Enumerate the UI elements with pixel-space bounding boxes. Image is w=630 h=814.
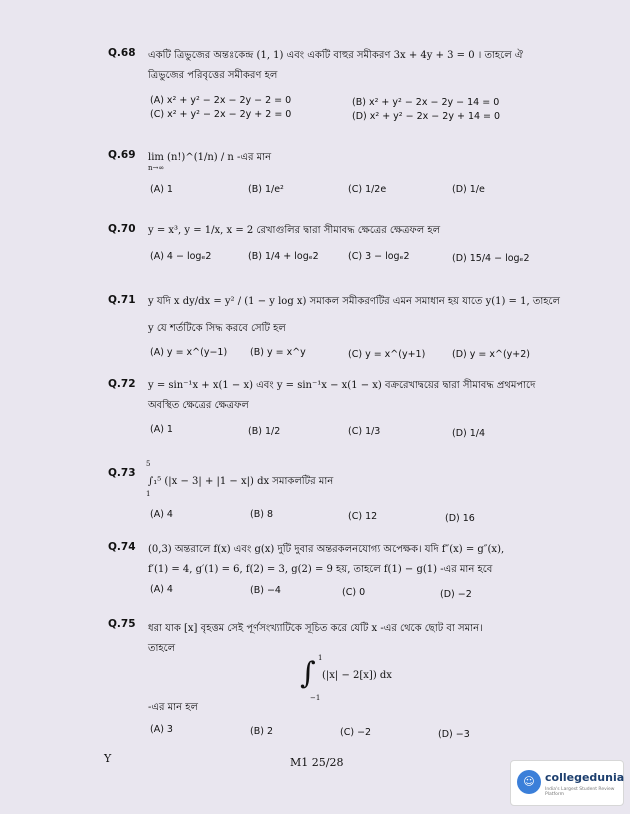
logo-tagline: India's Largest Student Review Platform	[545, 787, 615, 797]
question-text: (0,3) অন্তরালে f(x) এবং g(x) দুটি দুবার অন্তরকলনযোগ্য অপেক্ষক। যদি f″(x) = g″(x),	[148, 544, 505, 555]
footer-left-mark: Y	[104, 752, 112, 765]
option-c: (C) −2	[340, 727, 372, 738]
option-d: (D) 1/e	[452, 184, 485, 195]
option-d: (D) −3	[438, 729, 470, 740]
question-text: y = sin⁻¹x + x(1 − x) এবং y = sin⁻¹x − x(1 − x) বক্ররেখাদ্বয়ের দ্বারা সীমাবদ্ধ প্রথমপাদে	[148, 380, 536, 391]
option-a: (A) 3	[150, 724, 173, 735]
question-text: ∫₁⁵ (|x − 3| + |1 − x|) dx সমাকলটির মান	[148, 476, 334, 487]
question-text: y = x³, y = 1/x, x = 2 রেখাগুলির দ্বারা সীমাবদ্ধ ক্ষেত্রের ক্ষেত্রফল হল	[148, 225, 441, 236]
option-a: (A) 1	[150, 424, 173, 435]
question-number: Q.75	[108, 618, 136, 630]
option-a: (A) y = x^(y−1)	[150, 347, 228, 358]
option-d: (D) y = x^(y+2)	[452, 349, 530, 360]
question-text: ধরা যাক [x] বৃহত্তম সেই পূর্ণসংখ্যাটিকে সূচিত করে যেটি x -এর থেকে ছোট বা সমান।	[148, 623, 483, 634]
question-number: Q.72	[108, 378, 136, 390]
page-number: M1 25/28	[290, 756, 344, 769]
question-text: -এর মান হল	[148, 702, 198, 713]
option-d: (D) 15/4 − logₑ2	[452, 253, 530, 264]
question-text: ত্রিভুজের পরিবৃত্তের সমীকরণ হল	[148, 70, 278, 81]
option-c: (C) 3 − logₑ2	[348, 251, 410, 262]
question-text: y যে শর্তটিকে সিদ্ধ করবে সেটি হল	[148, 323, 286, 334]
question-number: Q.70	[108, 223, 136, 235]
option-a: (A) 4 − logₑ2	[150, 251, 212, 262]
option-b: (B) y = x^y	[250, 347, 306, 358]
option-b: (B) 8	[250, 509, 273, 520]
logo-icon: ☺	[517, 770, 541, 794]
option-c: (C) 1/2e	[348, 184, 387, 195]
option-a: (A) x² + y² − 2x − 2y − 2 = 0	[150, 95, 292, 106]
question-number: Q.68	[108, 47, 136, 59]
option-c: (C) y = x^(y+1)	[348, 349, 426, 360]
option-c: (C) 12	[348, 511, 378, 522]
option-d: (D) x² + y² − 2x − 2y + 14 = 0	[352, 111, 501, 122]
option-b: (B) x² + y² − 2x − 2y − 14 = 0	[352, 97, 500, 108]
option-b: (B) −4	[250, 585, 281, 596]
option-c: (C) x² + y² − 2x − 2y + 2 = 0	[150, 109, 292, 120]
question-text: lim (n!)^(1/n) / n -এর মান	[148, 152, 272, 163]
option-b: (B) 1/e²	[248, 184, 284, 195]
question-text: অবস্থিত ক্ষেত্রের ক্ষেত্রফল	[148, 400, 249, 411]
integral-upper-limit: 5	[146, 460, 151, 468]
question-text: f′(1) = 4, g′(1) = 6, f(2) = 3, g(2) = 9 হয়, তাহলে f(1) − g(1) -এর মান হবে	[148, 564, 493, 575]
option-b: (B) 1/2	[248, 426, 281, 437]
option-a: (A) 1	[150, 184, 173, 195]
question-text: y যদি x dy/dx = y² / (1 − y log x) সমাকল সমীকরণটির এমন সমাধান হয় যাতে y(1) = 1, তাহলে	[148, 296, 560, 307]
integral-expression: (|x| − 2[x]) dx	[322, 670, 392, 681]
option-b: (B) 1/4 + logₑ2	[248, 251, 319, 262]
integral-sign: ∫	[300, 656, 316, 691]
option-c: (C) 0	[342, 587, 366, 598]
option-d: (D) 1/4	[452, 428, 486, 439]
option-c: (C) 1/3	[348, 426, 381, 437]
integral-lower-limit: 1	[146, 490, 151, 498]
question-number: Q.73	[108, 467, 136, 479]
question-number: Q.69	[108, 149, 136, 161]
option-b: (B) 2	[250, 726, 273, 737]
collegedunia-logo	[510, 760, 624, 806]
option-a: (A) 4	[150, 584, 173, 595]
integral-upper-limit: 1	[318, 654, 323, 662]
option-d: (D) −2	[440, 589, 472, 600]
option-a: (A) 4	[150, 509, 173, 520]
integral-lower-limit: −1	[310, 694, 321, 702]
question-number: Q.74	[108, 541, 136, 553]
option-d: (D) 16	[445, 513, 475, 524]
question-text: একটি ত্রিভুজের অন্তঃকেন্দ্র (1, 1) এবং একটি বাহুর সমীকরণ 3x + 4y + 3 = 0 । তাহলে ঐ	[148, 50, 523, 61]
logo-name: collegedunia	[545, 771, 625, 784]
question-number: Q.71	[108, 294, 136, 306]
question-text: তাহলে	[148, 643, 176, 654]
limit-subscript: n→∞	[148, 164, 165, 172]
